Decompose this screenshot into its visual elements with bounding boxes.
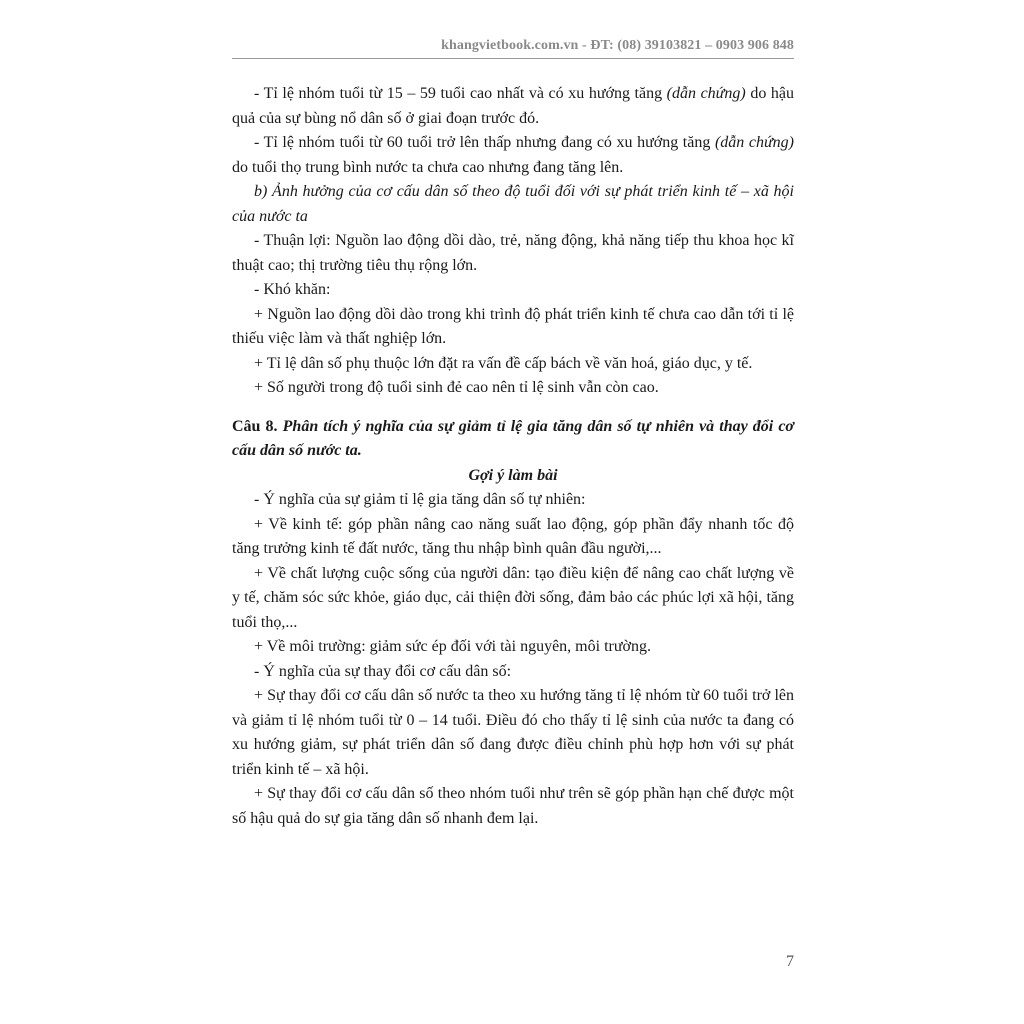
paragraph: - Ý nghĩa của sự giảm tỉ lệ gia tăng dân số tự nhiên: bbox=[254, 491, 586, 508]
question-text: Phân tích ý nghĩa của sự giảm tỉ lệ gia tăng dân số tự nhiên và thay đổi cơ cấu dân số nước ta. bbox=[232, 417, 795, 459]
paragraph: - Thuận lợi: Nguồn lao động dồi dào, trẻ, năng động, khả năng tiếp thu khoa học kĩ thuật cao; thị trường tiêu thụ rộng lớn. bbox=[232, 232, 794, 274]
paragraph-text: - Tỉ lệ nhóm tuổi từ 15 – 59 tuổi cao nhất và có xu hướng tăng bbox=[254, 85, 667, 102]
page-content bbox=[232, 82, 794, 831]
paragraph: + Tỉ lệ dân số phụ thuộc lớn đặt ra vấn đề cấp bách về văn hoá, giáo dục, y tế. bbox=[254, 354, 753, 372]
paragraph: + Về chất lượng cuộc sống của người dân: tạo điều kiện để nâng cao chất lượng về y tế, chăm sóc sức khỏe, giáo dục, cải thiện đời sống, đảm bảo các phúc lợi xã hội, tăng tuổi thọ,... bbox=[232, 564, 794, 631]
page-header: khangvietbook.com.vn - ĐT: (08) 39103821 – 0903 906 848 bbox=[441, 38, 794, 53]
paragraph-text: - Tỉ lệ nhóm tuổi từ 60 tuổi trở lên thấp nhưng đang có xu hướng tăng bbox=[254, 134, 715, 151]
paragraph: + Nguồn lao động dồi dào trong khi trình độ phát triển kinh tế chưa cao dẫn tới tỉ lệ thiếu việc làm và thất nghiệp lớn. bbox=[232, 305, 794, 347]
paragraph-emphasis: (dẫn chứng) bbox=[666, 85, 746, 102]
paragraph: - Ý nghĩa của sự thay đổi cơ cấu dân số: bbox=[254, 662, 512, 680]
paragraph: + Số người trong độ tuổi sinh đẻ cao nên tỉ lệ sinh vẫn còn cao. bbox=[254, 379, 659, 396]
question-label: Câu 8. bbox=[232, 417, 278, 435]
page-number: 7 bbox=[786, 953, 794, 970]
section-gap bbox=[232, 401, 794, 415]
paragraph bbox=[232, 82, 794, 131]
paragraph: + Sự thay đổi cơ cấu dân số theo nhóm tuổi như trên sẽ góp phần hạn chế được một số hậu quả do sự gia tăng dân số nhanh đem lại. bbox=[232, 785, 794, 827]
paragraph: + Về kinh tế: góp phần nâng cao năng suất lao động, góp phần đẩy nhanh tốc độ tăng trưởng kinh tế đất nước, tăng thu nhập bình quân đầu người,... bbox=[232, 515, 794, 557]
header-divider bbox=[232, 58, 794, 59]
paragraph-text: do tuổi thọ trung bình nước ta chưa cao nhưng đang tăng lên. bbox=[232, 158, 624, 176]
paragraph: - Khó khăn: bbox=[254, 281, 331, 298]
paragraph: + Về môi trường: giảm sức ép đối với tài nguyên, môi trường. bbox=[254, 638, 651, 655]
section-subheading: b) Ảnh hưởng của cơ cấu dân số theo độ tuổi đối với sự phát triển kinh tế – xã hội của nước ta bbox=[232, 183, 794, 225]
paragraph: + Sự thay đổi cơ cấu dân số nước ta theo xu hướng tăng tỉ lệ nhóm từ 60 tuổi trở lên và giảm tỉ lệ nhóm tuổi từ 0 – 14 tuổi. Điều đó cho thấy tỉ lệ sinh của nước ta đang có xu hướng giảm, sự phát triển dân số đang được điều chỉnh phù hợp hơn với sự phát triển kinh tế – xã hội. bbox=[232, 687, 794, 778]
question-heading bbox=[232, 415, 794, 464]
answer-heading: Gợi ý làm bài bbox=[468, 466, 558, 484]
paragraph-emphasis: (dẫn chứng) bbox=[714, 134, 795, 151]
paragraph bbox=[232, 131, 794, 180]
paragraph-text: do hậu quả của sự bùng nổ dân số ở giai đoạn trước đó. bbox=[232, 85, 795, 127]
